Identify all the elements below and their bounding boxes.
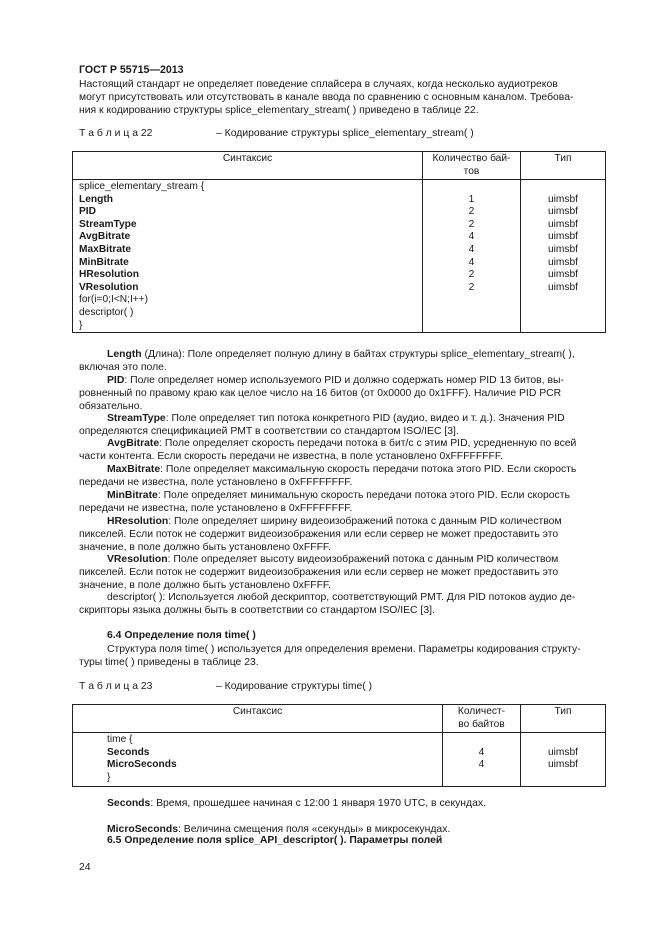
def-text: : Время, прошедшее начиная с 12:00 1 января 1970 UTC, в секундах. <box>150 798 486 809</box>
table23-caption-label: Т а б л и ц а 23 <box>79 681 153 692</box>
def-minbitrate <box>107 489 614 502</box>
def-seconds <box>107 797 486 810</box>
type-cell: uimsbf <box>547 746 578 758</box>
def-hresolution <box>107 515 614 528</box>
def-term: MinBitrate <box>107 490 158 501</box>
def-streamtype <box>107 412 614 425</box>
def-vresolution <box>107 553 614 566</box>
table22-caption-text: – Кодирование структуры splice_elementary_stream( ) <box>216 128 474 139</box>
def-line: ровненный по правому краю как целое число на 16 битов (от 0x0000 до 0x1FFF). Наличие PID PCR <box>79 388 562 399</box>
type-cell: uimsbf <box>547 281 578 293</box>
def-line: передачи не известна, поле установлено в 0xFFFFFFFF. <box>79 503 353 514</box>
page-number: 24 <box>79 862 91 873</box>
bytes-cell <box>443 734 520 747</box>
syntax-cell: MinBitrate <box>79 256 129 268</box>
bytes-cell <box>423 181 520 194</box>
syntax-cell: time { <box>107 734 133 745</box>
header-bytes-l2: во байтов <box>458 719 505 730</box>
type-cell: uimsbf <box>547 759 578 771</box>
def-text: : Поле определяет номер используемого PID и должно содержать номер PID 13 битов, вы- <box>124 375 564 386</box>
def-term: MicroSeconds <box>107 824 179 835</box>
table22 <box>72 151 606 333</box>
table22-header-syntax: Синтаксис <box>73 152 423 180</box>
intro-line: могут присутствовать или отсутствовать в канале ввода по сравнению с основным каналом. Требова- <box>79 92 574 103</box>
syntax-cell: } <box>107 771 111 783</box>
bytes-cell: 4 <box>478 746 485 758</box>
def-term: Length <box>107 349 142 360</box>
def-line: значение, в поле должно быть установлено 0xFFFF. <box>79 542 331 553</box>
def-line: скрипторы языка должны быть в соответствии со стандартом ISO/IEC [3]. <box>79 605 435 616</box>
syntax-cell: AvgBitrate <box>79 231 131 243</box>
type-cell <box>521 181 605 194</box>
table22-body-row <box>73 180 606 333</box>
bytes-cell: 4 <box>468 231 475 243</box>
def-term: MaxBitrate <box>107 464 161 475</box>
def-term: VResolution <box>107 554 168 565</box>
syntax-cell: PID <box>79 206 96 218</box>
def-text: : Величина смещения поля «секунды» в микросекундах. <box>178 824 451 835</box>
def-line: передачи не известна, поле установлено в 0xFFFFFFFF. <box>79 477 353 488</box>
section64-line: Структура поля time( ) используется для определения времени. Параметры кодирования структу- <box>107 644 581 655</box>
def-text: : Поле определяет максимальную скорость передачи потока этого PID. Если скорость <box>160 464 577 475</box>
type-cell: uimsbf <box>547 269 578 281</box>
type-cell: uimsbf <box>547 206 578 218</box>
def-line: определяются спецификацией PMT в соответствии со стандартом ISO/IEC [3]. <box>79 426 459 437</box>
type-cell: uimsbf <box>547 193 578 205</box>
table23-body-row <box>73 733 606 787</box>
syntax-cell: splice_elementary_stream { <box>79 181 205 192</box>
syntax-cell: Length <box>79 193 113 205</box>
def-text: (Длина): Поле определяет полную длину в байтах структуры splice_elementary_stream( ), <box>141 349 575 360</box>
syntax-cell: VResolution <box>79 281 139 293</box>
def-text: : Поле определяет тип потока конкретного PID (аудио, видео и т. д.). Значения PID <box>165 413 565 424</box>
table23-header-bytes <box>443 705 521 733</box>
table22-header-type: Тип <box>521 152 606 180</box>
type-cell: uimsbf <box>547 218 578 230</box>
def-line: обязательно. <box>79 401 143 412</box>
bytes-cell: 4 <box>468 256 475 268</box>
syntax-cell: MaxBitrate <box>79 243 132 255</box>
bytes-cell: 2 <box>468 218 475 230</box>
syntax-cell: descriptor( ) <box>79 306 134 318</box>
type-cell: uimsbf <box>547 256 578 268</box>
def-term: AvgBitrate <box>107 438 160 449</box>
section-heading-6-5: 6.5 Определение поля splice_API_descriptor( ). Параметры полей <box>107 835 443 846</box>
syntax-cell: Seconds <box>107 746 150 758</box>
table22-header-bytes <box>423 152 521 180</box>
table22-type-col <box>521 180 606 333</box>
def-line: значение, в поле должно быть установлено 0xFFFF. <box>79 580 331 591</box>
intro-line: Настоящий стандарт не определяет поведение сплайсера в случаях, когда несколько аудиотреков <box>79 79 558 90</box>
def-line: пикселей. Если поток не содержит видеоизображения или если сервер не может предоставить это <box>79 529 559 540</box>
def-line: части контента. Если скорость передачи не известна, в поле установлено 0xFFFFFFFF. <box>79 451 503 462</box>
table23-syntax-col <box>73 733 443 787</box>
bytes-cell: 2 <box>468 281 475 293</box>
bytes-cell: 2 <box>468 206 475 218</box>
bytes-cell: 2 <box>468 269 475 281</box>
def-descriptor: descriptor( ): Используется любой дескриптор, соответствующий PMT. Для PID потоков аудио де- <box>107 592 576 603</box>
header-bytes-l1: Количество бай- <box>432 153 511 164</box>
table23-header-syntax: Синтаксис <box>73 705 443 733</box>
syntax-cell: MicroSeconds <box>107 759 177 771</box>
type-cell <box>521 734 605 747</box>
def-text: : Поле определяет ширину видеоизображений потока с данным PID количеством <box>168 516 562 527</box>
syntax-cell: } <box>79 319 83 331</box>
table22-caption-label: Т а б л и ц а 22 <box>79 128 153 139</box>
header-bytes-l2: тов <box>463 166 480 177</box>
type-cell: uimsbf <box>547 231 578 243</box>
section-heading-6-4: 6.4 Определение поля time( ) <box>107 630 256 641</box>
def-length <box>107 348 614 361</box>
table23-bytes-col <box>443 733 521 787</box>
def-text: : Поле определяет высоту видеоизображений потока с данным PID количеством <box>167 554 559 565</box>
def-line: пикселей. Если поток не содержит видеоизображения или если сервер не может предоставить это <box>79 567 559 578</box>
syntax-cell: StreamType <box>79 218 137 230</box>
type-cell: uimsbf <box>547 243 578 255</box>
def-line: включая это поле. <box>79 362 167 373</box>
def-term: HResolution <box>107 516 169 527</box>
table22-syntax-col <box>73 180 423 333</box>
section64-line: туры time( ) приведены в таблице 23. <box>79 657 259 668</box>
syntax-cell: for(i=0;I<N;I++) <box>79 294 149 306</box>
document-id: ГОСТ Р 55715—2013 <box>79 64 184 76</box>
def-avgbitrate <box>107 437 614 450</box>
bytes-cell: 4 <box>468 243 475 255</box>
intro-line: ния к кодированию структуры splice_elementary_stream( ) приведено в таблице 22. <box>79 105 479 116</box>
def-text: : Поле определяет минимальную скорость передачи потока этого PID. Если скорость <box>157 490 570 501</box>
def-term: StreamType <box>107 413 166 424</box>
table22-header-row <box>73 152 606 180</box>
table23-header-type: Тип <box>521 705 606 733</box>
def-maxbitrate <box>107 463 614 476</box>
table23 <box>72 704 606 787</box>
table22-bytes-col <box>423 180 521 333</box>
def-pid <box>107 374 614 387</box>
def-term: PID <box>107 375 125 386</box>
def-text: : Поле определяет скорость передачи потока в бит/с с этим PID, усредненную по всей <box>159 438 577 449</box>
table23-caption-text: – Кодирование структуры time( ) <box>216 681 373 692</box>
bytes-cell: 1 <box>468 193 475 205</box>
table23-header-row <box>73 705 606 733</box>
syntax-cell: HResolution <box>79 269 139 281</box>
header-bytes-l1: Количест- <box>457 706 506 717</box>
table23-type-col <box>521 733 606 787</box>
bytes-cell: 4 <box>478 759 485 771</box>
def-term: Seconds <box>107 798 151 809</box>
